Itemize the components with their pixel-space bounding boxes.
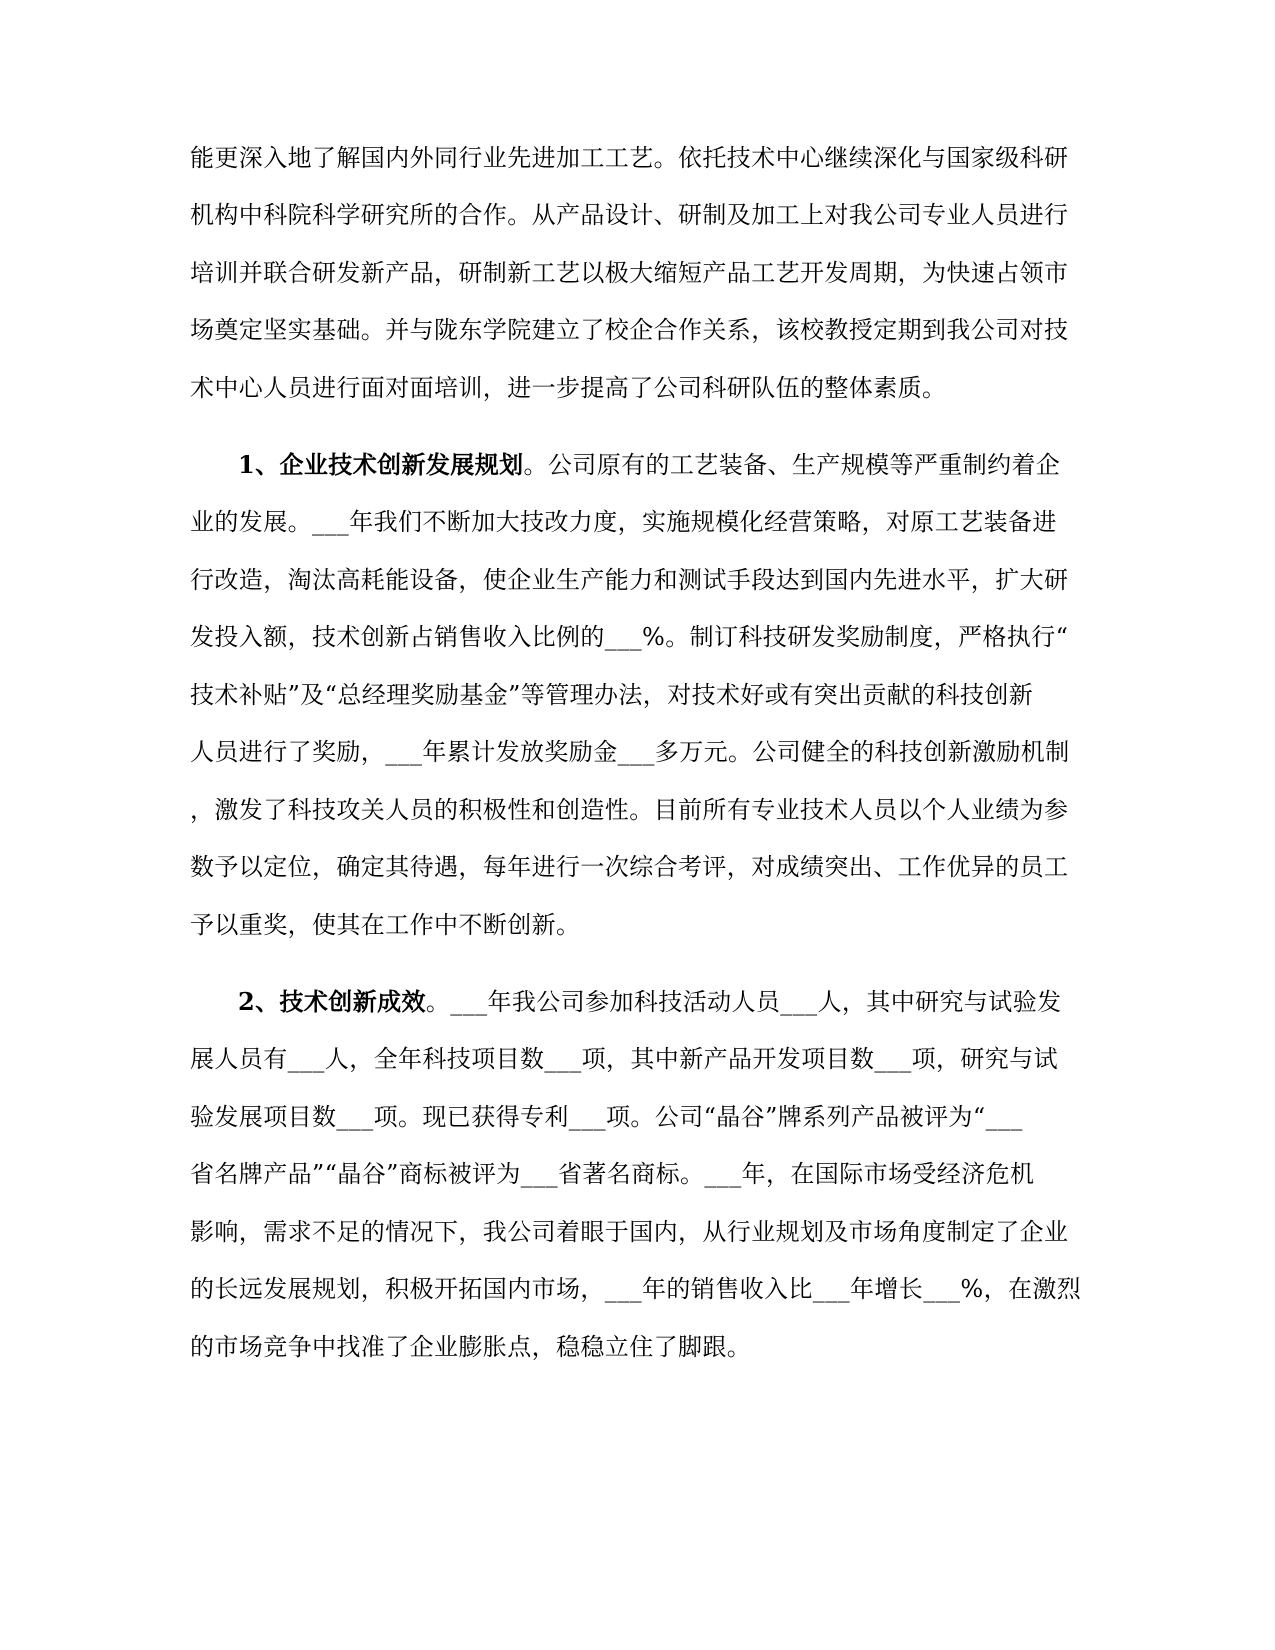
section-heading: 1、企业技术创新发展规划 <box>238 450 524 479</box>
paragraph-line: 行改造，淘汰高耗能设备，使企业生产能力和测试手段达到国内先进水平，扩大研 <box>190 566 1069 594</box>
section-first-line <box>238 450 1133 480</box>
paragraph-line: 的市场竞争中找准了企业膨胀点，稳稳立住了脚跟。 <box>190 1333 752 1361</box>
paragraph-line: 展人员有___人，全年科技项目数___项，其中新产品开发项目数___项，研究与试 <box>190 1045 1058 1073</box>
paragraph-line: 影响，需求不足的情况下，我公司着眼于国内，从行业规划及市场角度制定了企业 <box>190 1218 1069 1246</box>
section-heading-continuation: 。公司原有的工艺装备、生产规模等严重制约着企 <box>523 451 1061 479</box>
paragraph-line: 验发展项目数___项。现已获得专利___项。公司“晶谷”牌系列产品被评为“___ <box>190 1103 1023 1131</box>
section-heading: 2、技术创新成效 <box>238 987 426 1016</box>
paragraph-line: 术中心人员进行面对面培训，进一步提高了公司科研队伍的整体素质。 <box>190 374 947 402</box>
paragraph-line: 发投入额，技术创新占销售收入比例的___%。制订科技研发奖励制度，严格执行“ <box>190 623 1069 651</box>
paragraph-line: 人员进行了奖励，___年累计发放奖励金___多万元。公司健全的科技创新激励机制 <box>190 738 1070 766</box>
paragraph-line: ，激发了科技攻关人员的积极性和创造性。目前所有专业技术人员以个人业绩为参 <box>190 796 1069 824</box>
paragraph-line: 能更深入地了解国内外同行业先进加工工艺。依托技术中心继续深化与国家级科研 <box>190 144 1069 172</box>
section-first-line <box>238 987 1133 1017</box>
paragraph-line: 机构中科院科学研究所的合作。从产品设计、研制及加工上对我公司专业人员进行 <box>190 201 1069 229</box>
paragraph-line: 省名牌产品”“晶谷”商标被评为___省著名商标。___年，在国际市场受经济危机 <box>190 1160 1035 1188</box>
paragraph-line: 业的发展。___年我们不断加大技改力度，实施规模化经营策略，对原工艺装备进 <box>190 508 1057 536</box>
section-heading-continuation: 。___年我公司参加科技活动人员___人，其中研究与试验发 <box>425 988 1062 1016</box>
paragraph-line: 场奠定坚实基础。并与陇东学院建立了校企合作关系，该校教授定期到我公司对技 <box>190 316 1069 344</box>
paragraph-line: 的长远发展规划，积极开拓国内市场，___年的销售收入比___年增长___%，在激烈 <box>190 1275 1082 1303</box>
paragraph-line: 予以重奖，使其在工作中不断创新。 <box>190 911 581 939</box>
paragraph-line: 培训并联合研发新产品，研制新工艺以极大缩短产品工艺开发周期，为快速占领市 <box>190 259 1069 287</box>
paragraph-line: 数予以定位，确定其待遇，每年进行一次综合考评，对成绩突出、工作优异的员工 <box>190 853 1069 881</box>
paragraph-line: 技术补贴”及“总经理奖励基金”等管理办法，对技术好或有突出贡献的科技创新 <box>190 681 1034 709</box>
